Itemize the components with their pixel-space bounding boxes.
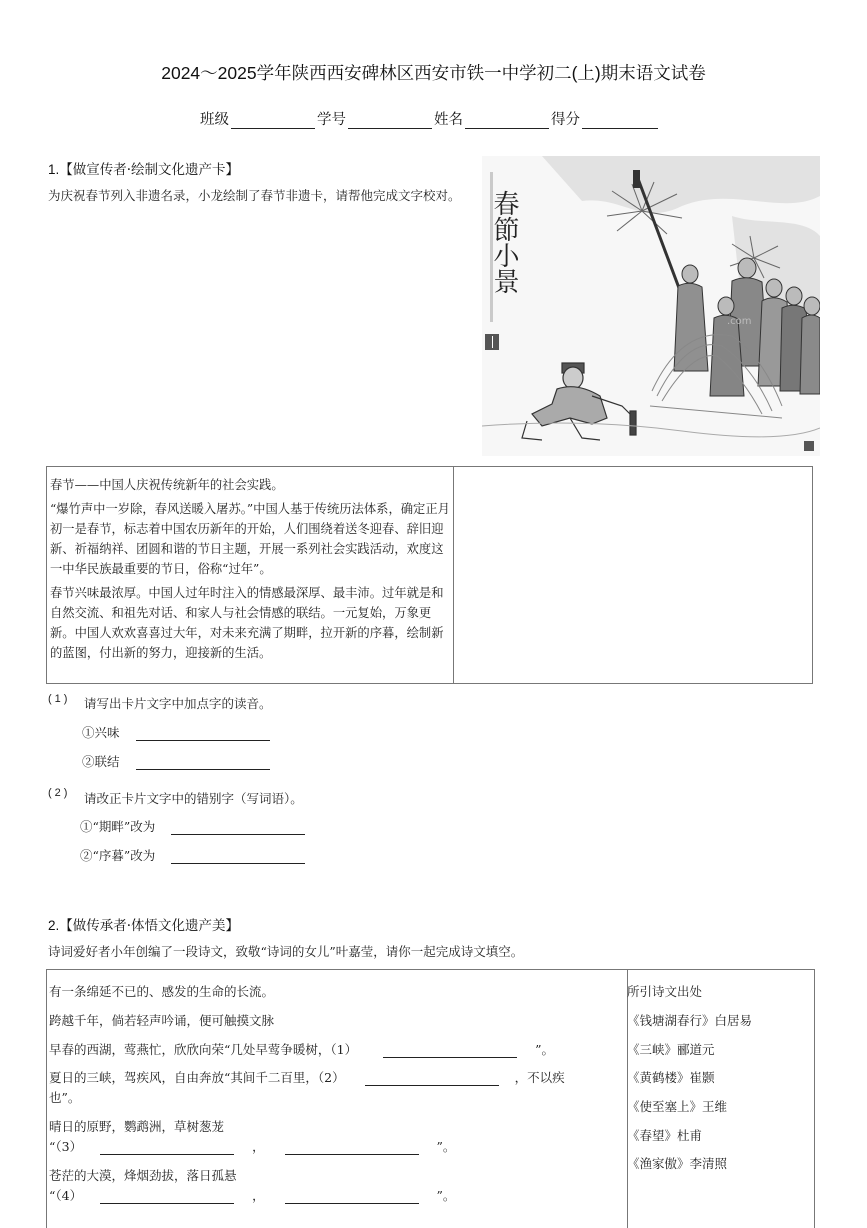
source-item: 《渔家傲》李清照 (627, 1156, 728, 1171)
card-text-cell (47, 467, 454, 684)
poem-line-7: 苍茫的大漠，烽烟劲拔，落日孤悬 (49, 1168, 237, 1183)
name-label: 姓名 (434, 112, 463, 128)
question-2-intro: 诗词爱好者小年创编了一段诗文，致敬“诗词的女儿”叶嘉莹，请你一起完成诗文填空。 (48, 944, 524, 959)
score-field[interactable] (582, 112, 658, 129)
source-item: 《春望》杜甫 (627, 1128, 703, 1143)
heritage-card (46, 466, 813, 684)
pinyin-item-a: ①兴味 (82, 723, 270, 741)
poem-line-2: 跨越千年，倘若轻声吟诵，便可触摸文脉 (49, 1013, 275, 1028)
poem-blank-2[interactable] (365, 1071, 499, 1086)
source-item: 《三峡》郦道元 (627, 1042, 715, 1057)
class-field[interactable] (231, 112, 315, 129)
card-blank-cell (454, 467, 813, 684)
firecracker-scene-drawing (482, 156, 820, 456)
question-1-intro: 为庆祝春节列入非遗名录，小龙绘制了春节非遗卡，请帮他完成文字校对。 (48, 188, 461, 203)
name-field[interactable] (465, 112, 549, 129)
subquestion-1-1-text: 请写出卡片文字中加点字的读音。 (84, 696, 272, 711)
subquestion-1-2: (2) (48, 787, 71, 799)
poem-blank-4a[interactable] (100, 1189, 234, 1204)
poem-blank-3a[interactable] (100, 1140, 234, 1155)
page-title: 2024～2025学年陕西西安碑林区西安市铁一中学初二(上)期末语文试卷 (161, 63, 706, 83)
card-paragraph-3: 春节兴味最浓厚。中国人过年时注入的情感最深厚、最丰沛。过年就是和自然交流、和祖先对话、和家人与社会情感的联结。一元复始，万象更新。中国人欢欢喜喜过大年，对未来充满了期畔，拉开新的序暮，绘制新的蓝图，付出新的努力，迎接新的生活。 (50, 586, 444, 660)
source-item: 《使至塞上》王维 (627, 1099, 728, 1114)
poem-line-4-cont: 也”。 (49, 1090, 81, 1105)
poem-line-6: “（3） ， ”。 (49, 1139, 456, 1154)
svg-text:.com: .com (727, 316, 752, 327)
answer-blank[interactable] (171, 820, 305, 835)
answer-blank[interactable] (171, 849, 305, 864)
answer-blank[interactable] (136, 726, 270, 741)
sources-label: 所引诗文出处 (627, 984, 703, 999)
poem-line-8: “（4） ， ”。 (49, 1188, 456, 1203)
source-item: 《钱塘湖春行》白居易 (627, 1013, 753, 1028)
spring-festival-illustration (482, 156, 820, 456)
score-label: 得分 (551, 112, 580, 128)
correction-item-a: ①“期畔”改为 (80, 817, 305, 835)
subquestion-1-1: (1) (48, 693, 71, 705)
poem-line-4: 夏日的三峡，驾疾风，自由奔放“其间千二百里，（2） ，不以疾 (49, 1070, 565, 1085)
card-paragraph-2: “爆竹声中一岁除，春风送暖入屠苏。”中国人基于传统历法体系，确定正月初一是春节，标志着中国农历新年的开始，人们围绕着送冬迎春、辞旧迎新、祈福纳祥、团圆和谐的节日主题，开展一系列社会实践活动，欢度这一中华民族最重要的节日，俗称“过年”。 (50, 502, 450, 576)
class-label: 班级 (200, 112, 229, 128)
poem-blank-1[interactable] (383, 1043, 517, 1058)
card-paragraph-1: 春节——中国人庆祝传统新年的社会实践。 (50, 478, 284, 492)
correction-item-b: ②“序暮”改为 (80, 846, 305, 864)
question-1-heading: 1.【做宣传者·绘制文化遗产卡】 (48, 162, 240, 178)
question-2-heading: 2.【做传承者·体悟文化遗产美】 (48, 918, 240, 934)
student-info-row (200, 108, 660, 129)
poem-line-3: 早春的西湖，莺燕忙，欣欣向荣“几处早莺争暖树，（1） ”。 (49, 1042, 554, 1057)
calligraphy-title: 春節小景 (489, 190, 519, 294)
pinyin-item-b: ②联结 (82, 752, 270, 770)
poem-line-1: 有一条绵延不已的、感发的生命的长流。 (49, 984, 275, 999)
source-item: 《黄鹤楼》崔颢 (627, 1070, 715, 1085)
answer-blank[interactable] (136, 755, 270, 770)
student-id-field[interactable] (348, 112, 432, 129)
subquestion-1-2-text: 请改正卡片文字中的错别字（写词语）。 (84, 791, 303, 806)
poem-blank-3b[interactable] (285, 1140, 419, 1155)
student-id-label: 学号 (317, 112, 346, 128)
poem-blank-4b[interactable] (285, 1189, 419, 1204)
poem-table (46, 969, 815, 1228)
poem-line-5: 晴日的原野，鹦鹉洲，草树葱茏 (49, 1119, 225, 1134)
